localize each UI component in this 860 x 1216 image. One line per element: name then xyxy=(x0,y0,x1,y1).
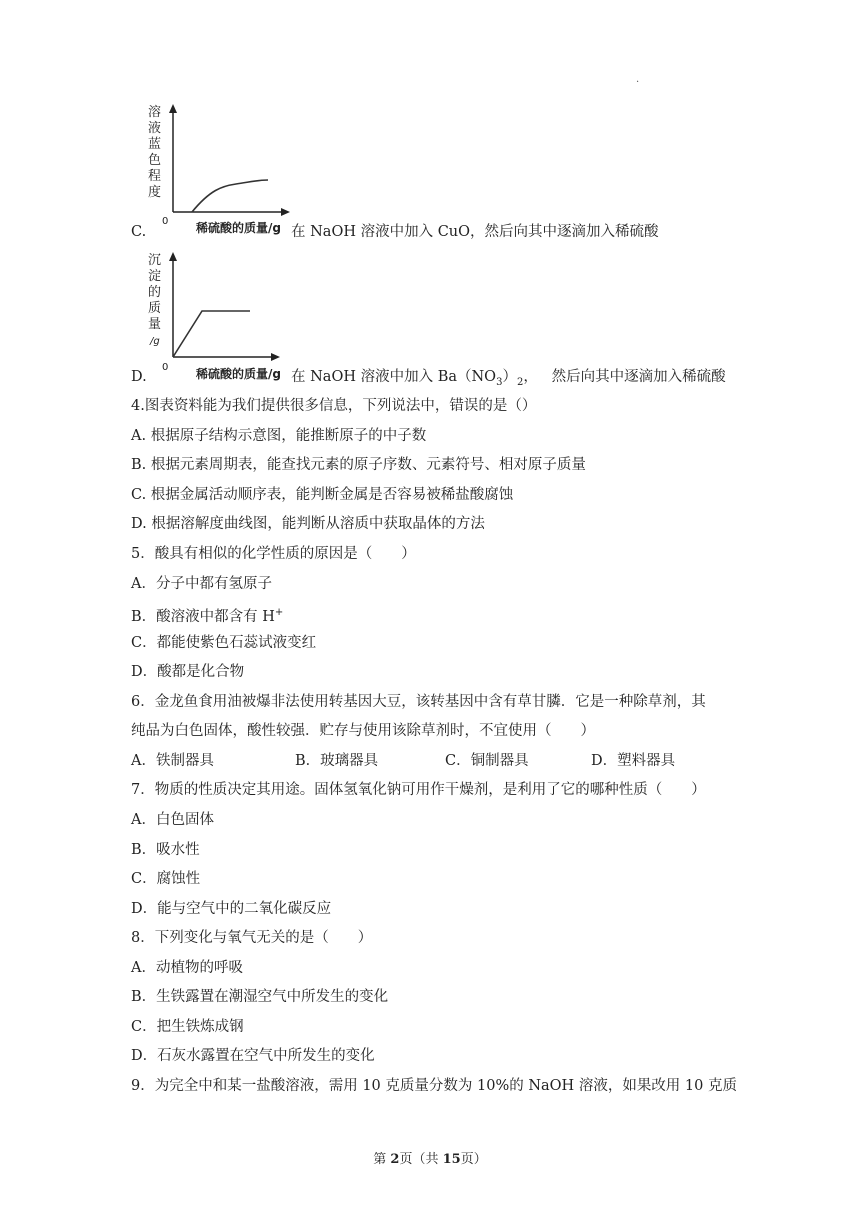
footer-mid: 页（共 xyxy=(399,1152,443,1167)
ylabel-char: 液 xyxy=(148,121,162,136)
q8-option-c: C．把生铁炼成钢 xyxy=(131,1019,244,1035)
page-footer xyxy=(0,1148,860,1167)
y-axis-arrow xyxy=(169,252,177,261)
q4-option-c: C. 根据金属活动顺序表，能判断金属是否容易被稀盐酸腐蚀 xyxy=(131,487,514,503)
q6-stem-1: 6．金龙鱼食用油被爆非法使用转基因大豆，该转基因中含有草甘膦．它是一种除草剂，其 xyxy=(131,694,706,710)
y-axis-arrow xyxy=(169,104,177,113)
footer-pre: 第 xyxy=(373,1152,391,1167)
curve xyxy=(173,311,250,357)
superscript: + xyxy=(274,607,284,618)
option-text-b: ） xyxy=(502,369,517,385)
subscript: 3 xyxy=(496,376,503,388)
ylabel-unit: /g xyxy=(150,336,160,347)
ylabel-char: 的 xyxy=(148,285,162,300)
q5-option-b-text: B．酸溶液中都含有 H xyxy=(131,608,275,625)
q7-option-a: A．白色固体 xyxy=(131,812,214,828)
q8-option-a: A．动植物的呼吸 xyxy=(131,960,243,976)
q7-stem: 7．物质的性质决定其用途。固体氢氧化钠可用作干燥剂，是利用了它的哪种性质（ ） xyxy=(131,782,706,798)
q6-option-b: B．玻璃器具 xyxy=(295,753,379,769)
x-axis-label: 稀硫酸的质量/g xyxy=(196,221,281,235)
ylabel-char: 质 xyxy=(148,301,162,316)
q5-option-b xyxy=(131,603,283,627)
ylabel-char: 淀 xyxy=(148,269,162,284)
graph-d xyxy=(140,248,290,383)
q8-option-d: D．石灰水露置在空气中所发生的变化 xyxy=(131,1048,375,1064)
option-text: 在 NaOH 溶液中加入 CuO，然后向其中逐滴加入稀硫酸 xyxy=(291,224,659,240)
q7-option-b: B．吸水性 xyxy=(131,842,200,858)
q7-option-d: D．能与空气中的二氧化碳反应 xyxy=(131,901,332,917)
ylabel-char: 溶 xyxy=(148,105,162,120)
option-text xyxy=(291,367,726,393)
q4-option-b: B. 根据元素周期表，能查找元素的原子序数、元素符号、相对原子质量 xyxy=(131,457,586,473)
q6-option-a: A．铁制器具 xyxy=(131,753,214,769)
option-letter: D. xyxy=(131,369,147,385)
q4-option-a: A. 根据原子结构示意图，能推断原子的中子数 xyxy=(131,428,427,444)
q9-stem: 9．为完全中和某一盐酸溶液，需用 10 克质量分数为 10%的 NaOH 溶液，如果改用 10 克质 xyxy=(131,1078,737,1094)
q5-stem: 5．酸具有相似的化学性质的原因是（ ） xyxy=(131,546,416,562)
q4-stem: 4.图表资料能为我们提供很多信息，下列说法中，错误的是（） xyxy=(131,398,537,414)
q6-option-d: D．塑料器具 xyxy=(591,753,676,769)
q7-option-c: C．腐蚀性 xyxy=(131,871,201,887)
curve xyxy=(192,180,268,212)
ylabel-char: 沉 xyxy=(148,253,162,268)
q6-stem-2: 纯品为白色固体，酸性较强．贮存与使用该除草剂时，不宜使用（ ） xyxy=(131,723,595,739)
q4-option-d: D. 根据溶解度曲线图，能判断从溶质中获取晶体的方法 xyxy=(131,516,485,532)
q5-option-d: D．酸都是化合物 xyxy=(131,664,245,680)
q8-stem: 8．下列变化与氧气无关的是（ ） xyxy=(131,930,373,946)
ylabel-char: 色 xyxy=(148,153,162,168)
graph-c xyxy=(140,100,290,240)
page-number: 2 xyxy=(390,1152,400,1167)
ylabel-char: 程 xyxy=(148,169,162,184)
x-axis-label: 稀硫酸的质量/g xyxy=(196,367,281,381)
option-text-c: ， 然后向其中逐滴加入稀硫酸 xyxy=(523,369,726,385)
ylabel-char: 量 xyxy=(148,317,162,332)
origin-label: 0 xyxy=(162,216,169,227)
footer-post: 页） xyxy=(460,1152,487,1167)
q6-option-c: C．铜制器具 xyxy=(445,753,529,769)
graph-c-ylabel xyxy=(148,104,161,200)
option-letter: C. xyxy=(131,224,147,240)
page-total: 15 xyxy=(442,1152,461,1167)
option-text-a: 在 NaOH 溶液中加入 Ba（NO xyxy=(291,369,497,385)
x-axis-arrow xyxy=(281,208,290,216)
ylabel-char: 度 xyxy=(148,185,162,200)
graph-d-ylabel xyxy=(148,253,161,347)
q5-option-c: C．都能使紫色石蕊试液变红 xyxy=(131,635,317,651)
ylabel-char: 蓝 xyxy=(148,137,162,152)
header-dot: . xyxy=(636,74,640,85)
x-axis-arrow xyxy=(271,353,280,361)
subscript: 2 xyxy=(516,376,524,388)
origin-label: 0 xyxy=(162,362,169,373)
q5-option-a: A．分子中都有氢原子 xyxy=(131,576,272,592)
q8-option-b: B．生铁露置在潮湿空气中所发生的变化 xyxy=(131,989,389,1005)
